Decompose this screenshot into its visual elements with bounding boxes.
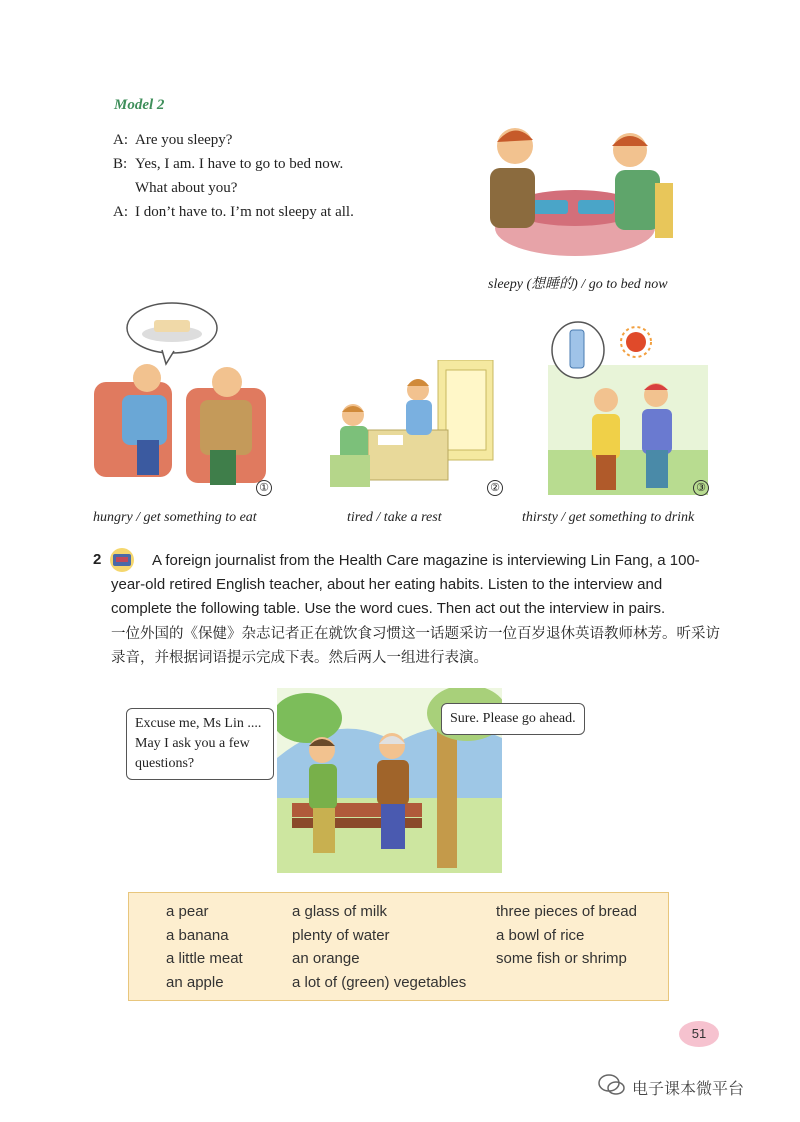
picture-caption: thirsty / get something to drink (522, 510, 695, 525)
thirsty-illustration (548, 320, 713, 495)
word-cue: a pear (166, 903, 209, 920)
picture-number: ② (487, 480, 503, 496)
tired-illustration (328, 360, 498, 495)
magazine-name: Health Care (338, 552, 419, 569)
dialogue-text: Yes, I am. I have to go to bed now. (135, 156, 344, 172)
journalist-speech-bubble: Excuse me, Ms Lin .... May I ask you a few questions? (126, 708, 274, 780)
lin-fang-speech-bubble: Sure. Please go ahead. (441, 703, 585, 735)
dialogue-speaker: B: (113, 156, 128, 172)
sleepy-caption: sleepy (想睡的) / go to bed now (488, 277, 668, 292)
dialogue-line (113, 128, 393, 152)
picture-number: ① (256, 480, 272, 496)
sleepy-illustration (470, 118, 685, 258)
dialogue-speaker: A: (113, 132, 128, 148)
word-cue: a lot of (green) vegetables (292, 974, 467, 991)
word-cue: a glass of milk (292, 903, 388, 920)
word-cue: an apple (166, 974, 224, 991)
picture-caption: hungry / get something to eat (93, 510, 257, 525)
word-cue: some fish or shrimp (496, 950, 627, 967)
dialogue-text: I don’t have to. I’m not sleepy at all. (135, 204, 354, 220)
model-dialogue (113, 128, 393, 224)
page-number: 51 (679, 1021, 719, 1047)
word-cue: a little meat (166, 950, 243, 967)
watermark-text: 电子课本微平台 (632, 1081, 745, 1098)
word-cue: a bowl of rice (496, 927, 585, 944)
word-cue: a banana (166, 927, 229, 944)
wechat-icon (598, 1073, 626, 1097)
dialogue-text: What about you? (135, 180, 238, 196)
task-text-after: magazine is interviewing Lin Fang, a 100-year-old retired English teacher, about her eating habits. Listen to the interview and complete the following table. Use the word cues. Then act out the interview in pairs. (111, 552, 700, 617)
dialogue-speaker: A: (113, 204, 128, 220)
picture-number: ③ (693, 480, 709, 496)
task-instructions (111, 549, 723, 621)
task-number: 2 (93, 551, 102, 568)
hungry-illustration (92, 300, 282, 495)
dialogue-line (113, 176, 393, 200)
word-cue: three pieces of bread (496, 903, 637, 920)
task-instructions-chinese: 一位外国的《保健》杂志记者正在就饮食习惯这一话题采访一位百岁退休英语教师林芳。听采访录音，并根据词语提示完成下表。然后两人一组进行表演。 (111, 626, 720, 666)
task-text-before: A foreign journalist from the (152, 552, 339, 569)
picture-caption: tired / take a rest (347, 510, 442, 525)
word-cue: an orange (292, 950, 360, 967)
dialogue-text: Are you sleepy? (135, 132, 233, 148)
word-cue: plenty of water (292, 927, 390, 944)
dialogue-line (113, 152, 393, 176)
model-title: Model 2 (114, 97, 165, 113)
dialogue-line (113, 200, 393, 224)
